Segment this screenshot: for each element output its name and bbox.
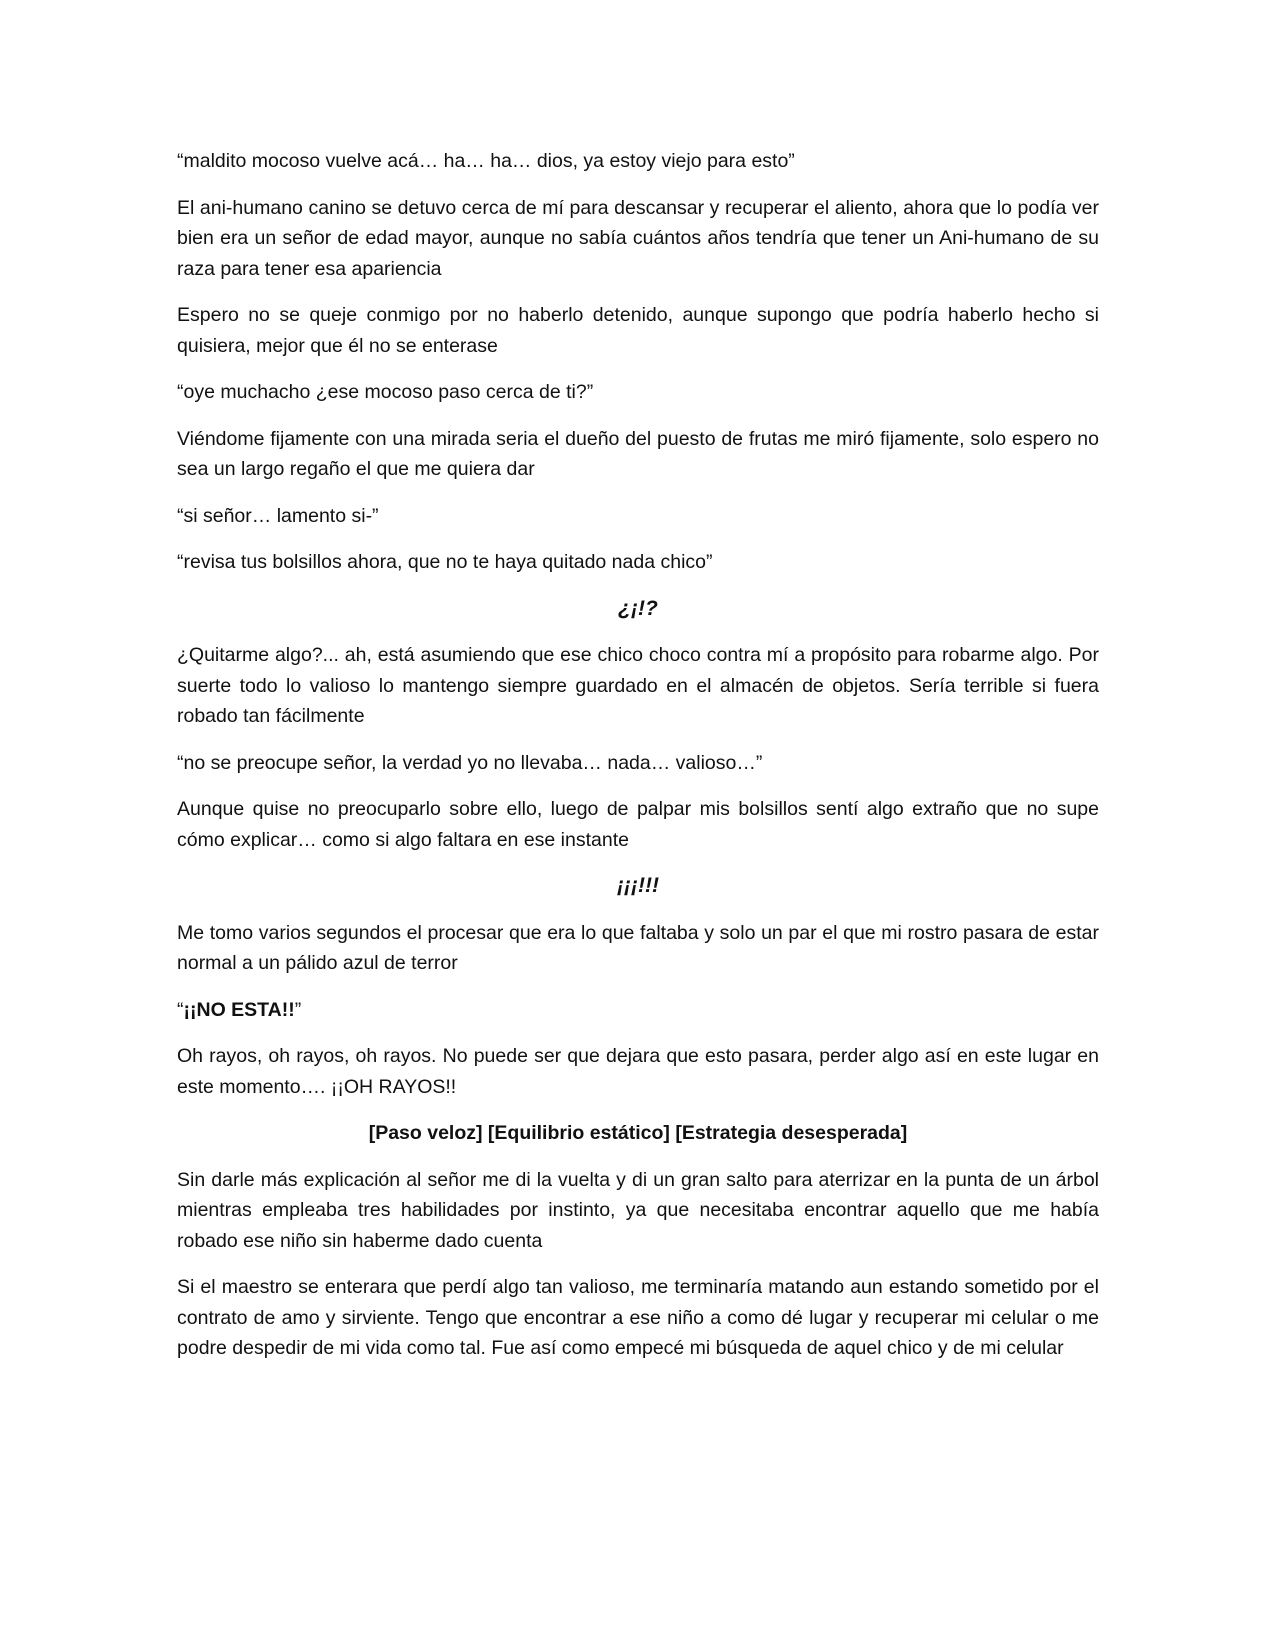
skills-line: [Paso veloz] [Equilibrio estático] [Estrategia desesperada] — [368, 1122, 908, 1144]
shout-text: ¡¡NO ESTA!! — [183, 998, 295, 1021]
open-quote: “ — [177, 998, 184, 1021]
paragraph: Oh rayos, oh rayos, oh rayos. No puede ser que dejara que esto pasara, perder algo así en este lugar en este momento…. ¡¡OH RAYOS!! — [177, 1045, 1099, 1098]
paragraph: Aunque quise no preocuparlo sobre ello, luego de palpar mis bolsillos sentí algo extraño que no supe cómo explicar… como si algo faltara en ese instante — [177, 798, 1099, 851]
paragraph: Me tomo varios segundos el procesar que era lo que faltaba y solo un par el que mi rostro pasara de estar normal a un pálido azul de terror — [177, 921, 1099, 974]
paragraph: Si el maestro se enterara que perdí algo tan valioso, me terminaría matando aun estando sometido por el contrato de amo y sirviente. Tengo que encontrar a ese niño a como dé lugar y recuperar mi celular o me podre despedir de mi vida como tal. Fue así como empecé mi búsqueda de aquel chico y de mi celular — [177, 1276, 1099, 1359]
paragraph: El ani-humano canino se detuvo cerca de mí para descansar y recuperar el aliento, ahora que lo podía ver bien era un señor de edad mayor, aunque no sabía cuántos años tendría que tener un Ani-humano de su raza para tener esa apariencia — [177, 196, 1099, 280]
paragraph: “maldito mocoso vuelve acá… ha… ha… dios, ya estoy viejo para esto” — [177, 150, 795, 172]
paragraph: “revisa tus bolsillos ahora, que no te haya quitado nada chico” — [177, 551, 713, 573]
paragraph: Espero no se queje conmigo por no haberlo detenido, aunque supongo que podría haberlo hecho si quisiera, mejor que él no se enterase — [177, 304, 1099, 357]
paragraph: “si señor… lamento si-” — [177, 504, 379, 527]
paragraph: Viéndome fijamente con una mirada seria el dueño del puesto de frutas me miró fijamente, solo espero no sea un largo regaño el que me quiera dar — [177, 427, 1099, 480]
document-body — [177, 146, 1099, 1380]
close-quote: ” — [294, 998, 302, 1021]
exclamation-mark-break: ¿¡!? — [618, 596, 658, 620]
paragraph: Sin darle más explicación al señor me di la vuelta y di un gran salto para aterrizar en la punta de un árbol mientras empleaba tres habilidades por instinto, ya que necesitaba encontrar aquello que me había robado ese niño sin haberme dado cuenta — [177, 1168, 1099, 1252]
paragraph: “oye muchacho ¿ese mocoso paso cerca de ti?” — [177, 381, 594, 403]
paragraph: ¿Quitarme algo?... ah, está asumiendo que ese chico choco contra mí a propósito para robarme algo. Por suerte todo lo valioso lo mantengo siempre guardado en el almacén de objetos. Sería terrible si fuera robado tan fácilmente — [177, 644, 1099, 727]
paragraph: “no se preocupe señor, la verdad yo no llevaba… nada… valioso…” — [177, 751, 763, 774]
shout-line — [177, 995, 1099, 1026]
exclamation-mark-break: ¡¡¡!!! — [617, 874, 659, 897]
